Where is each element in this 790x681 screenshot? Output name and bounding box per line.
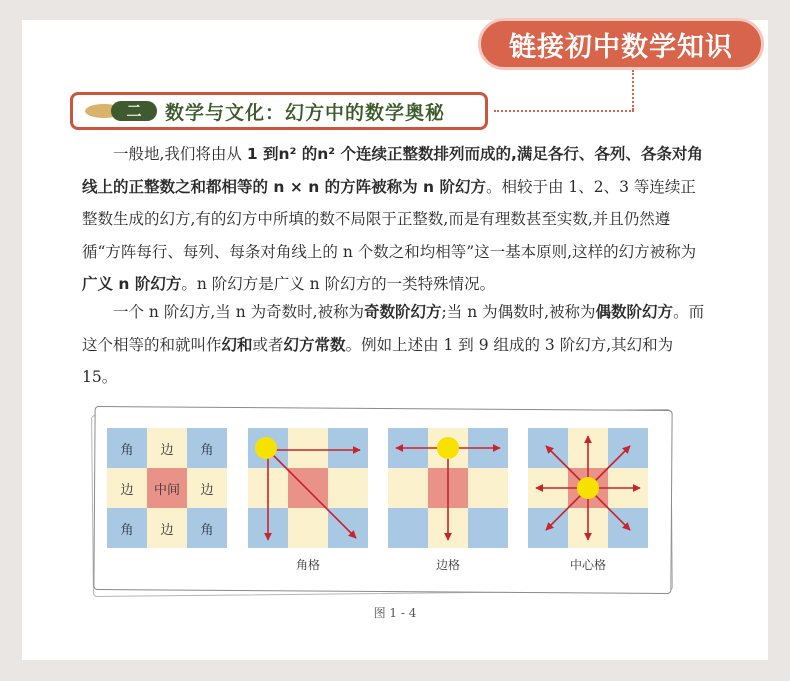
corner-cell: 角 <box>107 508 147 548</box>
corner-arrows <box>248 428 368 548</box>
emphasis-text: 1 到n² 的n² 个连续正整数排列而成的,满足各行、各列、各条对角线上的正整数之和都相等的 n × n 的方阵被称为 n 阶幻方 <box>82 145 703 196</box>
corner-cell: 角 <box>107 428 147 468</box>
edge-cell: 边 <box>107 468 147 508</box>
edge-cell: 边 <box>187 468 227 508</box>
emphasis-text: 广义 n 阶幻方 <box>82 275 182 293</box>
header-tag: 链接初中数学知识 <box>478 18 764 70</box>
marker-dot <box>255 437 277 459</box>
section-number: 二 <box>111 101 157 121</box>
text-span: 。相较于由 1、2、3 等连续正整数生成的幻方,有的幻方中所填的数不局限于正整数,而是有理数甚至实数,并且仍然遵循“方阵每行、每列、每条对角线上的 n 个数之和均相等”这一基本原则,这样的幻方被称为 <box>82 177 697 261</box>
corner-cell: 角 <box>187 508 227 548</box>
text-span: 。而这个相等的和就叫作 <box>82 303 705 354</box>
center-cell: 中间 <box>147 468 187 508</box>
emphasis-text: 偶数阶幻方 <box>595 303 674 321</box>
marker-dot <box>577 477 599 499</box>
emphasis-text: 奇数阶幻方 <box>364 303 442 321</box>
section-heading <box>70 92 488 130</box>
section-title: 数学与文化：幻方中的数学奥秘 <box>165 101 446 124</box>
paragraph-1 <box>82 138 708 301</box>
emphasis-text: 幻和 <box>221 335 253 354</box>
grid-caption: 边格 <box>435 558 460 572</box>
text-span: ;当 n 为偶数时,被称为 <box>441 303 596 321</box>
ornament-icon <box>77 96 161 126</box>
edge-arrows <box>388 428 508 548</box>
text-span: 一个 n 阶幻方,当 n 为奇数时,被称为 <box>113 303 365 321</box>
dotted-connector <box>632 70 634 110</box>
text-span: 或者 <box>252 335 284 354</box>
emphasis-text: 幻方常数 <box>283 335 346 354</box>
corner-cell: 角 <box>187 428 227 468</box>
dotted-connector <box>494 110 634 112</box>
marker-dot <box>437 437 459 459</box>
figure-caption: 图 1 - 4 <box>373 606 417 620</box>
labeled-grid <box>107 428 227 548</box>
text-span: 。例如上述由 1 到 9 组成的 3 阶幻方,其幻和为 15。 <box>82 335 674 386</box>
text-span: 一般地,我们将由从 <box>113 145 247 163</box>
edge-cell: 边 <box>147 508 187 548</box>
paragraph-2 <box>82 296 708 394</box>
text-span: 。n 阶幻方是广义 n 阶幻方的一类特殊情况。 <box>181 275 496 293</box>
grid-caption: 角格 <box>295 558 320 572</box>
center-arrows <box>528 428 648 548</box>
edge-cell: 边 <box>147 428 187 468</box>
grid-caption: 中心格 <box>569 558 606 572</box>
